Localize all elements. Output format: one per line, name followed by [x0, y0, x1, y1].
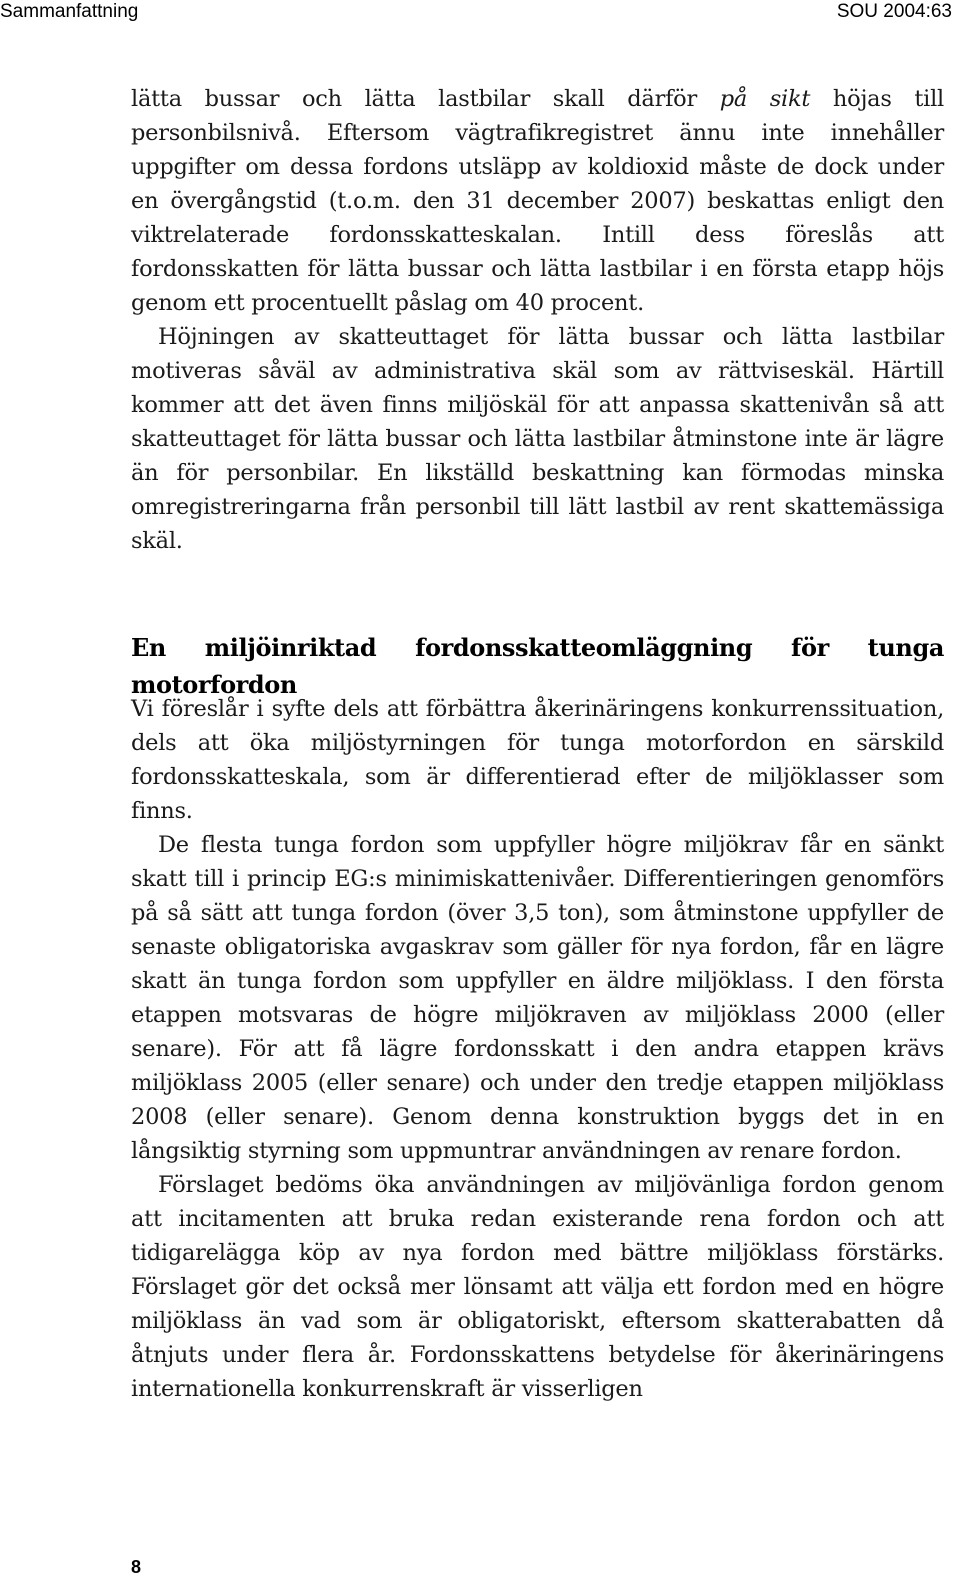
page-number: 8	[131, 1557, 142, 1577]
section-title: Sammanfattning	[0, 1, 139, 22]
section-paragraph-3: Förslaget bedöms öka användningen av miljövänliga fordon genom att incitamenten att bruka redan existerande rena fordon och att tidigarelägga köp av nya fordon med bättre miljöklass förstärks. Förslaget gör det också mer lönsamt att välja ett fordon med en högre miljöklass än vad som är obligatoriskt, eftersom skatterabatten då åtnjuts under flera år. Fordonsskattens betydelse för åkerinäringens internationella konkurrenskraft är visserligen	[131, 1172, 944, 1402]
section-heading: En miljöinriktad fordonsskatteomläggning för tunga motorfordon	[131, 633, 944, 699]
section-paragraph-2: De flesta tunga fordon som uppfyller högre miljökrav får en sänkt skatt till i princip EG:s minimiskattenivåer. Differentieringen genomförs på så sätt att tunga fordon (över 3,5 ton), som åtminstone uppfyller de senaste obligatoriska avgaskrav som gäller för nya fordon, får en lägre skatt än tunga fordon som uppfyller en äldre miljöklass. I den första etappen motsvaras de högre miljökraven av miljöklass 2000 (eller senare). För att få lägre fordonsskatt i den andra etappen krävs miljöklass 2005 (eller senare) och under den tredje etappen miljöklass 2008 (eller senare). Genom denna konstruktion byggs det in en långsiktig styrning som uppmuntrar användningen av renare fordon.	[131, 832, 944, 1164]
section-body	[131, 692, 944, 1406]
section-paragraph-1: Vi föreslår i syfte dels att förbättra åkerinäringens konkurrenssituation, dels att öka miljöstyrningen för tunga motorfordon en särskild fordonsskatteskala, som är differentierad efter de miljöklasser som finns.	[131, 696, 944, 824]
intro-emphasis: på sikt	[719, 86, 811, 112]
intro-paragraph-2: Höjningen av skatteuttaget för lätta bussar och lätta lastbilar motiveras såväl av administrativa skäl som av rättviseskäl. Härtill kommer att det även finns miljöskäl för att anpassa skattenivån så att skatteuttaget för lätta bussar och lätta lastbilar åtminstone inte är lägre än för personbilar. En likställd beskattning kan förmodas minska omregistreringarna från personbil till lätt lastbil av rent skattemässiga skäl.	[131, 324, 944, 554]
intro-paragraph	[131, 82, 944, 320]
intro-text	[131, 82, 944, 558]
running-header	[0, 0, 960, 28]
intro-rest: höjas till personbilsnivå. Eftersom vägtrafikregistret ännu inte innehåller uppgifter om dessa fordons utsläpp av koldioxid måste de dock under en övergångstid (t.o.m. den 31 december 2007) beskattas enligt den viktrelaterade fordonsskatteskalan. Intill dess föreslås att fordonsskatten för lätta bussar och lätta lastbilar i en första etapp höjs genom ett procentuellt påslag om 40 procent.	[131, 86, 944, 316]
report-id: SOU 2004:63	[836, 1, 952, 22]
intro-lead: lätta bussar och lätta lastbilar skall därför	[131, 86, 720, 112]
